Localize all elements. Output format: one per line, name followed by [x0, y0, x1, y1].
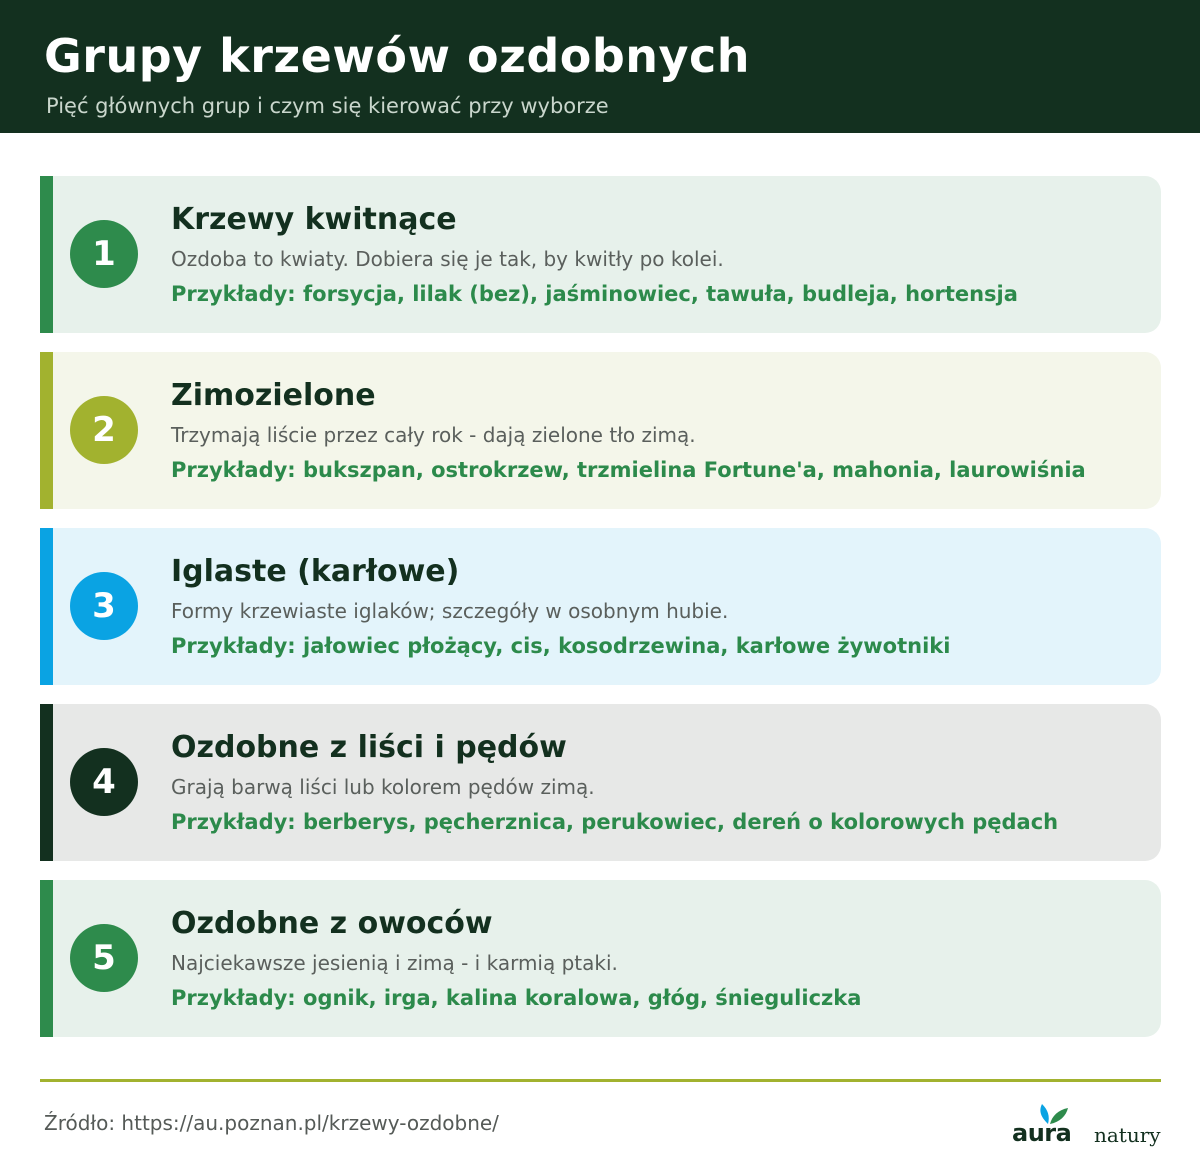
- source-note: Źródło: https://au.poznan.pl/krzewy-ozdobne/: [44, 1111, 499, 1135]
- number-badge: 4: [70, 748, 138, 816]
- accent-bar: [40, 528, 53, 685]
- brand-logo: [1010, 1104, 1160, 1154]
- accent-bar: [40, 176, 53, 333]
- group-title: Ozdobne z owoców: [171, 906, 493, 941]
- group-title: Krzewy kwitnące: [171, 202, 457, 237]
- group-title: Zimozielone: [171, 378, 376, 413]
- number-badge: 3: [70, 572, 138, 640]
- accent-bar: [40, 880, 53, 1037]
- group-card-5: [40, 880, 1161, 1037]
- footer-divider: [40, 1079, 1161, 1082]
- logo-word-aura: aura: [1012, 1119, 1072, 1147]
- group-card-2: [40, 352, 1161, 509]
- group-title: Ozdobne z liści i pędów: [171, 730, 567, 765]
- page-subtitle: Pięć głównych grup i czym się kierować przy wyborze: [46, 94, 609, 118]
- group-card-1: [40, 176, 1161, 333]
- accent-bar: [40, 704, 53, 861]
- group-title: Iglaste (karłowe): [171, 554, 460, 589]
- group-description: Formy krzewiaste iglaków; szczegóły w osobnym hubie.: [171, 599, 729, 623]
- group-description: Ozdoba to kwiaty. Dobiera się je tak, by kwitły po kolei.: [171, 247, 724, 271]
- logo-word-natury: natury: [1094, 1123, 1161, 1147]
- group-description: Grają barwą liści lub kolorem pędów zimą.: [171, 775, 595, 799]
- number-badge: 5: [70, 924, 138, 992]
- group-examples: Przykłady: bukszpan, ostrokrzew, trzmielina Fortune'a, mahonia, laurowiśnia: [171, 458, 1086, 482]
- group-description: Najciekawsze jesienią i zimą - i karmią ptaki.: [171, 951, 618, 975]
- page-title: Grupy krzewów ozdobnych: [44, 29, 751, 83]
- group-examples: Przykłady: jałowiec płożący, cis, kosodrzewina, karłowe żywotniki: [171, 634, 951, 658]
- group-examples: Przykłady: berberys, pęcherznica, perukowiec, dereń o kolorowych pędach: [171, 810, 1059, 834]
- number-badge: 2: [70, 396, 138, 464]
- group-examples: Przykłady: forsycja, lilak (bez), jaśminowiec, tawuła, budleja, hortensja: [171, 282, 1018, 306]
- accent-bar: [40, 352, 53, 509]
- group-card-3: [40, 528, 1161, 685]
- header-banner: [0, 0, 1200, 133]
- group-card-4: [40, 704, 1161, 861]
- group-description: Trzymają liście przez cały rok - dają zielone tło zimą.: [171, 423, 696, 447]
- number-badge: 1: [70, 220, 138, 288]
- group-examples: Przykłady: ognik, irga, kalina koralowa, głóg, śnieguliczka: [171, 986, 862, 1010]
